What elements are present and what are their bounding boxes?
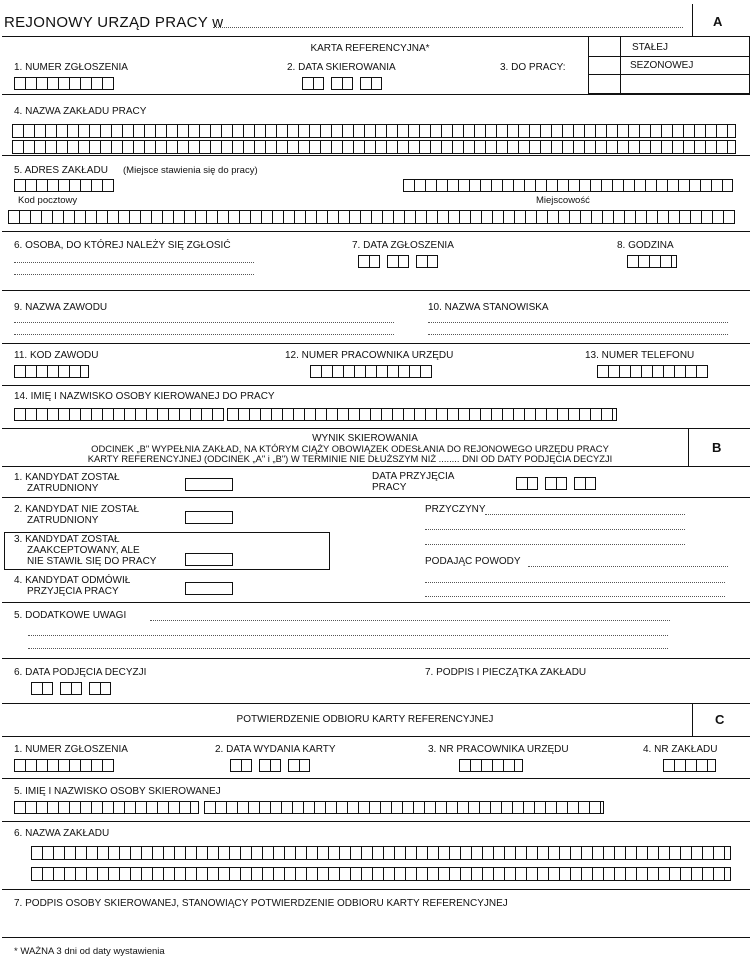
candidate-last-name-input[interactable]	[227, 408, 617, 421]
additional-notes-field[interactable]	[150, 620, 670, 621]
referred-first-name-input[interactable]	[14, 801, 199, 814]
additional-notes-field-2[interactable]	[28, 635, 668, 636]
section-b-letter: B	[712, 440, 722, 455]
footnote: * WAŻNA 3 dni od daty wystawienia	[14, 946, 165, 957]
label-request-number: 1. NUMER ZGŁOSZENIA	[14, 62, 128, 73]
c-employee-number-input[interactable]	[459, 759, 523, 772]
section-b-instruction-1: ODCINEK „B" WYPEŁNIA ZAKŁAD, NA KTÓRYM CIĄŻY OBOWIĄZEK ODESŁANIA DO REJONOWEGO URZĘDU PRACY	[91, 443, 609, 454]
company-name-input-row2[interactable]	[12, 140, 736, 154]
position-name-field[interactable]	[428, 322, 728, 323]
divider	[2, 385, 750, 386]
address-input[interactable]	[8, 210, 735, 224]
divider	[692, 4, 693, 36]
label-refused: 4. KANDYDAT ODMÓWIŁ	[14, 575, 131, 586]
employee-number-input[interactable]	[310, 365, 432, 378]
contact-person-field[interactable]	[14, 262, 254, 263]
label-hire-date-2: PRACY	[372, 482, 407, 493]
divider	[2, 736, 750, 737]
occupation-name-field[interactable]	[14, 322, 394, 323]
divider	[2, 290, 750, 291]
divider	[2, 821, 750, 822]
address-note: (Miejsce stawienia się do pracy)	[123, 165, 258, 176]
label-seasonal: SEZONOWEJ	[630, 60, 694, 71]
divider	[2, 94, 750, 95]
section-c-letter: C	[715, 712, 725, 727]
section-b-title: WYNIK SKIEROWANIA	[312, 433, 418, 444]
label-company-address: 5. ADRES ZAKŁADU	[14, 165, 108, 176]
postal-code-input[interactable]	[14, 179, 114, 192]
divider	[2, 428, 750, 429]
divider	[2, 231, 750, 232]
label-company-number: 4. NR ZAKŁADU	[643, 744, 718, 755]
contact-person-field-2[interactable]	[14, 274, 254, 275]
label-candidate-name: 14. IMIĘ I NAZWISKO OSOBY KIEROWANEJ DO PRACY	[14, 391, 275, 402]
give-reasons-field[interactable]	[528, 566, 728, 567]
label-card-issue-date: 2. DATA WYDANIA KARTY	[215, 744, 336, 755]
label-hour: 8. GODZINA	[617, 240, 674, 251]
label-c-employee-number: 3. NR PRACOWNIKA URZĘDU	[428, 744, 569, 755]
accepted-not-reported-checkbox[interactable]	[185, 553, 233, 566]
divider	[2, 466, 750, 467]
report-date-input[interactable]	[358, 255, 438, 268]
city-input[interactable]	[403, 179, 733, 192]
divider	[620, 36, 621, 94]
not-hired-checkbox[interactable]	[185, 511, 233, 524]
c-company-name-input-row1[interactable]	[31, 846, 731, 860]
candidate-first-name-input[interactable]	[14, 408, 224, 421]
label-company-signature: 7. PODPIS I PIECZĄTKA ZAKŁADU	[425, 667, 587, 678]
label-city: Miejscowość	[536, 195, 590, 206]
refused-checkbox[interactable]	[185, 582, 233, 595]
additional-notes-field-3[interactable]	[28, 648, 668, 649]
company-name-input-row1[interactable]	[12, 124, 736, 138]
company-number-input[interactable]	[663, 759, 716, 772]
label-occupation-code: 11. KOD ZAWODU	[14, 350, 99, 361]
label-hire-date: DATA PRZYJĘCIA	[372, 471, 455, 482]
request-number-input[interactable]	[14, 77, 114, 90]
divider	[2, 602, 750, 603]
seasonal-checkbox[interactable]	[589, 57, 620, 74]
reasons-field-2[interactable]	[425, 529, 685, 530]
label-decision-date: 6. DATA PODJĘCIA DECYZJI	[14, 667, 147, 678]
label-reasons: PRZYCZYNY	[425, 504, 486, 515]
divider	[2, 658, 750, 659]
section-a-letter: A	[713, 14, 723, 29]
divider	[2, 937, 750, 938]
give-reasons-field-3[interactable]	[425, 596, 725, 597]
label-accepted-3: NIE STAWIŁ SIĘ DO PRACY	[27, 556, 157, 567]
permanent-checkbox[interactable]	[589, 37, 620, 56]
label-c-company-name: 6. NAZWA ZAKŁADU	[14, 828, 110, 839]
give-reasons-field-2[interactable]	[425, 582, 725, 583]
position-name-field-2[interactable]	[428, 334, 728, 335]
divider	[2, 778, 750, 779]
label-report-date: 7. DATA ZGŁOSZENIA	[352, 240, 454, 251]
label-hired-2: ZATRUDNIONY	[27, 483, 99, 494]
label-accepted: 3. KANDYDAT ZOSTAŁ	[14, 534, 120, 545]
label-permanent: STAŁEJ	[632, 42, 668, 53]
card-issue-date-input[interactable]	[230, 759, 310, 772]
c-company-name-input-row2[interactable]	[31, 867, 731, 881]
label-referral-date: 2. DATA SKIEROWANIA	[287, 62, 396, 73]
label-position-name: 10. NAZWA STANOWISKA	[428, 302, 549, 313]
office-name-field[interactable]	[213, 27, 683, 28]
label-occupation-name: 9. NAZWA ZAWODU	[14, 302, 108, 313]
reasons-field-3[interactable]	[425, 544, 685, 545]
c-request-number-input[interactable]	[14, 759, 114, 772]
hire-date-input[interactable]	[516, 477, 596, 490]
divider	[2, 497, 750, 498]
office-title: REJONOWY URZĄD PRACY w	[4, 14, 224, 31]
divider	[692, 703, 693, 736]
occupation-code-input[interactable]	[14, 365, 89, 378]
divider	[688, 428, 689, 466]
label-hired: 1. KANDYDAT ZOSTAŁ	[14, 472, 120, 483]
occupation-name-field-2[interactable]	[14, 334, 394, 335]
decision-date-input[interactable]	[31, 682, 111, 695]
hour-input[interactable]	[627, 255, 677, 268]
divider	[2, 889, 750, 890]
label-c-request-number: 1. NUMER ZGŁOSZENIA	[14, 744, 128, 755]
label-additional-notes: 5. DODATKOWE UWAGI	[14, 610, 127, 621]
label-work-type: 3. DO PRACY:	[500, 62, 566, 73]
section-c-title: POTWIERDZENIE ODBIORU KARTY REFERENCYJNEJ	[236, 714, 494, 725]
referral-date-input[interactable]	[302, 77, 382, 90]
label-give-reasons: PODAJĄC POWODY	[425, 556, 521, 567]
label-not-hired: 2. KANDYDAT NIE ZOSTAŁ	[14, 504, 140, 515]
label-not-hired-2: ZATRUDNIONY	[27, 515, 99, 526]
phone-number-input[interactable]	[597, 365, 708, 378]
divider	[588, 74, 750, 75]
divider	[2, 155, 750, 156]
referred-last-name-input[interactable]	[204, 801, 604, 814]
card-title: KARTA REFERENCYJNA*	[310, 43, 430, 54]
label-phone-number: 13. NUMER TELEFONU	[585, 350, 695, 361]
hired-checkbox[interactable]	[185, 478, 233, 491]
section-b-instruction-2: KARTY REFERENCYJNEJ (ODCINEK „A" i „B") W TERMINIE NIE DŁUŻSZYM NIŻ ........ DNI OD DATY PODJĘCIA DECYZJI	[87, 453, 613, 464]
divider	[2, 703, 750, 704]
label-referred-person: 5. IMIĘ I NAZWISKO OSOBY SKIEROWANEJ	[14, 786, 221, 797]
label-employee-number: 12. NUMER PRACOWNIKA URZĘDU	[285, 350, 454, 361]
label-postal-code: Kod pocztowy	[18, 195, 78, 206]
label-accepted-2: ZAAKCEPTOWANY, ALE	[27, 545, 140, 556]
reasons-field[interactable]	[485, 514, 685, 515]
divider	[2, 343, 750, 344]
label-contact-person: 6. OSOBA, DO KTÓREJ NALEŻY SIĘ ZGŁOSIĆ	[14, 240, 231, 251]
label-refused-2: PRZYJĘCIA PRACY	[27, 586, 119, 597]
label-referred-signature: 7. PODPIS OSOBY SKIEROWANEJ, STANOWIĄCY POTWIERDZENIE ODBIORU KARTY REFERENCYJNEJ	[14, 898, 508, 909]
label-company-name: 4. NAZWA ZAKŁADU PRACY	[14, 106, 147, 117]
